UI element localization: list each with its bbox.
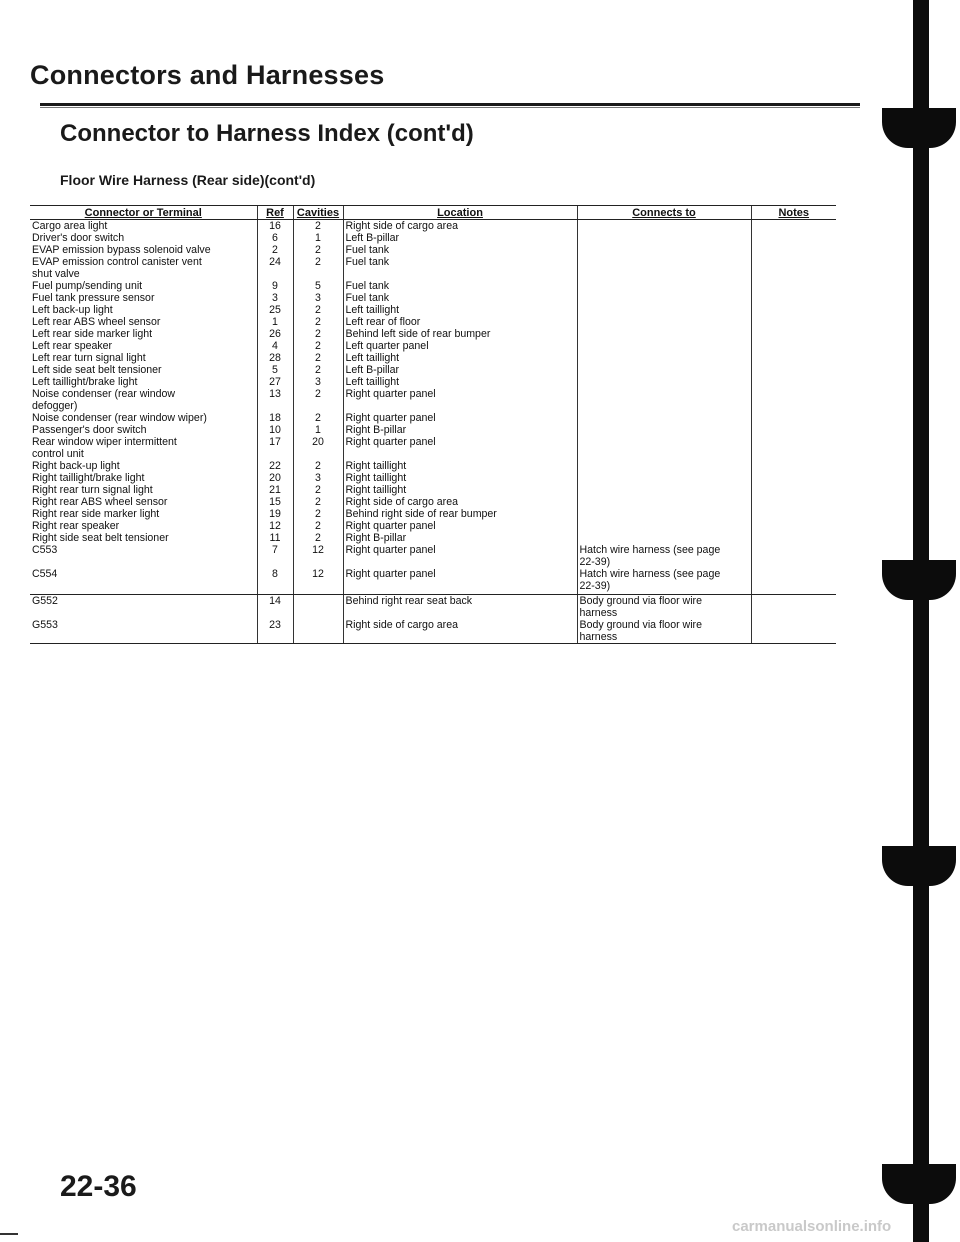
edge-tab-decoration <box>882 846 916 886</box>
table-row <box>30 412 836 424</box>
table-header-row <box>30 206 836 220</box>
cell-cavities: 2 <box>293 520 343 532</box>
cell-cavities: 12 <box>293 568 343 580</box>
cell-cavities: 2 <box>293 244 343 256</box>
cell-ref: 11 <box>257 532 293 544</box>
cell-connects-to <box>577 496 751 508</box>
cell-location: Left B-pillar <box>343 232 577 244</box>
cell-connector <box>30 607 257 619</box>
table-row <box>30 244 836 256</box>
cell-location <box>343 268 577 280</box>
cell-notes <box>751 328 836 340</box>
table-row <box>30 388 836 400</box>
section-title: Connector to Harness Index (cont'd) <box>60 120 474 147</box>
cell-connector: Right rear turn signal light <box>32 484 153 496</box>
connector-index-table <box>30 205 836 644</box>
crop-mark <box>0 1233 18 1235</box>
watermark-text: carmanualsonline.info <box>732 1218 892 1235</box>
cell-ref: 21 <box>257 484 293 496</box>
cell-notes <box>751 388 836 400</box>
cell-notes <box>751 448 836 460</box>
table-row <box>30 292 836 304</box>
edge-tab-decoration <box>926 1164 956 1204</box>
table-row <box>30 496 836 508</box>
cell-connector: G553 <box>32 619 58 631</box>
cell-connects-to <box>577 436 751 448</box>
cell-location: Left taillight <box>343 352 577 364</box>
cell-cavities: 2 <box>293 364 343 376</box>
cell-location: Fuel tank <box>343 280 577 292</box>
cell-location: Right quarter panel <box>343 520 577 532</box>
cell-cavities: 2 <box>293 388 343 400</box>
cell-ref: 6 <box>257 232 293 244</box>
cell-connects-to <box>577 268 751 280</box>
cell-connects-to <box>577 400 751 412</box>
table-row <box>30 220 836 233</box>
cell-connector: Cargo area light <box>32 220 108 232</box>
cell-connects-to <box>577 484 751 496</box>
cell-cavities: 2 <box>293 496 343 508</box>
edge-tab-decoration <box>926 108 956 148</box>
cell-location: Behind right side of rear bumper <box>343 508 577 520</box>
cell-ref: 14 <box>257 595 293 608</box>
cell-connector: G552 <box>32 595 58 607</box>
cell-location: Right quarter panel <box>343 412 577 424</box>
cell-connector: C554 <box>32 568 58 580</box>
col-header-connects-to: Connects to <box>577 206 751 220</box>
table-row <box>30 607 836 619</box>
cell-cavities <box>293 631 343 644</box>
cell-ref: 26 <box>257 328 293 340</box>
cell-location: Left rear of floor <box>343 316 577 328</box>
cell-notes <box>751 376 836 388</box>
cell-location: Right taillight <box>343 484 577 496</box>
cell-location: Right quarter panel <box>343 568 577 580</box>
cell-cavities: 20 <box>293 436 343 448</box>
edge-tab-decoration <box>882 108 916 148</box>
cell-notes <box>751 340 836 352</box>
cell-connector: Right rear ABS wheel sensor <box>32 496 168 508</box>
cell-connector: Driver's door switch <box>32 232 125 244</box>
cell-connector: EVAP emission control canister vent <box>32 256 202 268</box>
cell-connector: Noise condenser (rear window <box>32 388 176 400</box>
cell-cavities: 2 <box>293 508 343 520</box>
cell-notes <box>751 232 836 244</box>
cell-location: Fuel tank <box>343 244 577 256</box>
cell-connects-to <box>577 364 751 376</box>
col-header-location: Location <box>343 206 577 220</box>
cell-connects-to <box>577 328 751 340</box>
table-row <box>30 508 836 520</box>
cell-location: Right quarter panel <box>343 436 577 448</box>
cell-connector: Left side seat belt tensioner <box>32 364 162 376</box>
table-row <box>30 484 836 496</box>
cell-location <box>343 631 577 644</box>
table-row <box>30 544 836 556</box>
table-row <box>30 268 836 280</box>
cell-cavities: 2 <box>293 304 343 316</box>
cell-connects-to <box>577 532 751 544</box>
cell-location: Right side of cargo area <box>343 619 577 631</box>
table-row <box>30 472 836 484</box>
cell-notes <box>751 532 836 544</box>
cell-notes <box>751 280 836 292</box>
edge-tab-decoration <box>926 846 956 886</box>
table-row <box>30 364 836 376</box>
cell-connector: Left back-up light <box>32 304 113 316</box>
cell-connector: Left rear side marker light <box>32 328 153 340</box>
col-header-connector: Connector or Terminal <box>30 206 257 220</box>
cell-location: Right taillight <box>343 472 577 484</box>
cell-notes <box>751 436 836 448</box>
cell-notes <box>751 364 836 376</box>
cell-connects-to <box>577 424 751 436</box>
cell-ref <box>257 400 293 412</box>
cell-ref <box>257 448 293 460</box>
cell-cavities: 1 <box>293 424 343 436</box>
title-rule-thin <box>40 107 860 108</box>
cell-cavities: 1 <box>293 232 343 244</box>
cell-cavities <box>293 580 343 595</box>
cell-cavities <box>293 448 343 460</box>
table-row <box>30 631 836 644</box>
cell-cavities <box>293 619 343 631</box>
table-row <box>30 424 836 436</box>
cell-connector: C553 <box>32 544 58 556</box>
page-edge-bar <box>913 0 929 1242</box>
cell-ref <box>257 607 293 619</box>
cell-cavities: 12 <box>293 544 343 556</box>
cell-connector: Fuel pump/sending unit <box>32 280 143 292</box>
cell-connects-to <box>577 232 751 244</box>
cell-notes <box>751 412 836 424</box>
cell-cavities: 3 <box>293 292 343 304</box>
table-row <box>30 568 836 580</box>
cell-cavities: 2 <box>293 220 343 233</box>
title-rule <box>40 103 860 106</box>
cell-location: Fuel tank <box>343 256 577 268</box>
cell-ref <box>257 631 293 644</box>
cell-ref: 19 <box>257 508 293 520</box>
cell-ref <box>257 580 293 595</box>
edge-tab-decoration <box>882 1164 916 1204</box>
cell-connects-to <box>577 352 751 364</box>
cell-cavities: 2 <box>293 352 343 364</box>
col-header-cavities: Cavities <box>293 206 343 220</box>
cell-location: Right side of cargo area <box>343 496 577 508</box>
cell-connects-to <box>577 280 751 292</box>
cell-connects-to: Body ground via floor wire <box>577 595 751 608</box>
cell-location: Right taillight <box>343 460 577 472</box>
table-row <box>30 400 836 412</box>
cell-connector: Rear window wiper intermittent <box>32 436 177 448</box>
cell-location: Left B-pillar <box>343 364 577 376</box>
cell-connector: Fuel tank pressure sensor <box>32 292 155 304</box>
cell-notes <box>751 268 836 280</box>
page-title: Connectors and Harnesses <box>30 60 385 90</box>
cell-notes <box>751 460 836 472</box>
cell-location: Left taillight <box>343 304 577 316</box>
harness-subtitle: Floor Wire Harness (Rear side)(cont'd) <box>60 172 316 188</box>
cell-cavities: 2 <box>293 484 343 496</box>
table-row <box>30 316 836 328</box>
cell-ref <box>257 268 293 280</box>
cell-notes <box>751 619 836 631</box>
cell-ref: 23 <box>257 619 293 631</box>
cell-notes <box>751 424 836 436</box>
cell-notes <box>751 256 836 268</box>
cell-connects-to <box>577 304 751 316</box>
cell-ref: 3 <box>257 292 293 304</box>
cell-ref: 16 <box>257 220 293 233</box>
cell-connector: defogger) <box>32 400 78 412</box>
cell-connects-to <box>577 292 751 304</box>
cell-connects-to <box>577 388 751 400</box>
cell-ref: 28 <box>257 352 293 364</box>
cell-ref: 9 <box>257 280 293 292</box>
cell-notes <box>751 508 836 520</box>
table-row <box>30 520 836 532</box>
cell-connector <box>30 631 257 644</box>
cell-cavities: 2 <box>293 460 343 472</box>
cell-cavities: 3 <box>293 472 343 484</box>
cell-connects-to <box>577 460 751 472</box>
cell-connects-to: 22-39) <box>577 556 751 568</box>
cell-connector: shut valve <box>32 268 80 280</box>
cell-connector: Left rear turn signal light <box>32 352 146 364</box>
table-row <box>30 460 836 472</box>
cell-notes <box>751 568 836 580</box>
cell-ref: 5 <box>257 364 293 376</box>
table-row <box>30 340 836 352</box>
cell-cavities <box>293 607 343 619</box>
cell-cavities: 2 <box>293 412 343 424</box>
cell-connects-to <box>577 316 751 328</box>
cell-cavities: 2 <box>293 328 343 340</box>
cell-ref: 13 <box>257 388 293 400</box>
cell-cavities: 3 <box>293 376 343 388</box>
cell-ref <box>257 556 293 568</box>
table-row <box>30 436 836 448</box>
cell-notes <box>751 556 836 568</box>
cell-ref: 25 <box>257 304 293 316</box>
cell-connector: EVAP emission bypass solenoid valve <box>32 244 211 256</box>
cell-location: Right side of cargo area <box>343 220 577 233</box>
table-row <box>30 580 836 595</box>
table-row <box>30 304 836 316</box>
cell-notes <box>751 220 836 233</box>
cell-cavities <box>293 556 343 568</box>
cell-cavities <box>293 595 343 608</box>
cell-connects-to <box>577 520 751 532</box>
cell-connector: Right taillight/brake light <box>32 472 145 484</box>
cell-connector: Right rear side marker light <box>32 508 160 520</box>
cell-cavities: 5 <box>293 280 343 292</box>
cell-ref: 8 <box>257 568 293 580</box>
cell-connector: Passenger's door switch <box>32 424 147 436</box>
page-number: 22-36 <box>60 1170 137 1203</box>
cell-connects-to <box>577 340 751 352</box>
cell-cavities: 2 <box>293 256 343 268</box>
cell-notes <box>751 595 836 608</box>
cell-cavities <box>293 268 343 280</box>
cell-ref: 20 <box>257 472 293 484</box>
cell-ref: 27 <box>257 376 293 388</box>
table-row <box>30 532 836 544</box>
cell-cavities: 2 <box>293 316 343 328</box>
cell-ref: 2 <box>257 244 293 256</box>
cell-location <box>343 556 577 568</box>
cell-connector <box>30 580 257 595</box>
cell-location: Left quarter panel <box>343 340 577 352</box>
cell-notes <box>751 472 836 484</box>
cell-connects-to <box>577 256 751 268</box>
cell-notes <box>751 484 836 496</box>
cell-ref: 1 <box>257 316 293 328</box>
cell-ref: 22 <box>257 460 293 472</box>
cell-connector: control unit <box>32 448 84 460</box>
cell-location: Right B-pillar <box>343 532 577 544</box>
cell-notes <box>751 352 836 364</box>
table-row <box>30 352 836 364</box>
cell-location: Behind left side of rear bumper <box>343 328 577 340</box>
cell-notes <box>751 607 836 619</box>
cell-ref: 24 <box>257 256 293 268</box>
cell-location <box>343 607 577 619</box>
cell-cavities: 2 <box>293 532 343 544</box>
cell-connects-to <box>577 448 751 460</box>
cell-connects-to <box>577 472 751 484</box>
cell-ref: 7 <box>257 544 293 556</box>
cell-connector: Right rear speaker <box>32 520 120 532</box>
cell-location: Right B-pillar <box>343 424 577 436</box>
table-row <box>30 448 836 460</box>
cell-notes <box>751 496 836 508</box>
cell-notes <box>751 544 836 556</box>
cell-notes <box>751 520 836 532</box>
cell-notes <box>751 316 836 328</box>
cell-ref: 17 <box>257 436 293 448</box>
col-header-notes: Notes <box>751 206 836 220</box>
cell-location: Fuel tank <box>343 292 577 304</box>
cell-connects-to: 22-39) <box>577 580 751 595</box>
cell-notes <box>751 244 836 256</box>
edge-tab-decoration <box>926 560 956 600</box>
col-header-ref: Ref <box>257 206 293 220</box>
cell-connector: Noise condenser (rear window wiper) <box>32 412 207 424</box>
cell-connects-to <box>577 508 751 520</box>
table-row <box>30 556 836 568</box>
cell-location <box>343 448 577 460</box>
cell-connector: Right side seat belt tensioner <box>32 532 169 544</box>
cell-ref: 15 <box>257 496 293 508</box>
cell-location: Left taillight <box>343 376 577 388</box>
cell-connects-to <box>577 244 751 256</box>
cell-connects-to: harness <box>577 631 751 644</box>
cell-connector <box>30 556 257 568</box>
cell-connects-to: Body ground via floor wire <box>577 619 751 631</box>
table-row <box>30 328 836 340</box>
cell-notes <box>751 304 836 316</box>
cell-connects-to: Hatch wire harness (see page <box>577 544 751 556</box>
cell-cavities: 2 <box>293 340 343 352</box>
cell-connects-to <box>577 220 751 233</box>
cell-notes <box>751 400 836 412</box>
cell-ref: 10 <box>257 424 293 436</box>
table-row <box>30 280 836 292</box>
cell-connector: Left taillight/brake light <box>32 376 138 388</box>
cell-location: Behind right rear seat back <box>343 595 577 608</box>
cell-connects-to: Hatch wire harness (see page <box>577 568 751 580</box>
cell-cavities <box>293 400 343 412</box>
table-row <box>30 595 836 608</box>
cell-notes <box>751 580 836 595</box>
cell-location <box>343 580 577 595</box>
table-row <box>30 619 836 631</box>
cell-location: Right quarter panel <box>343 544 577 556</box>
cell-connects-to: harness <box>577 607 751 619</box>
cell-ref: 18 <box>257 412 293 424</box>
cell-ref: 12 <box>257 520 293 532</box>
cell-connector: Left rear ABS wheel sensor <box>32 316 161 328</box>
cell-connector: Left rear speaker <box>32 340 113 352</box>
cell-notes <box>751 631 836 644</box>
cell-location: Right quarter panel <box>343 388 577 400</box>
edge-tab-decoration <box>882 560 916 600</box>
table-row <box>30 232 836 244</box>
cell-connects-to <box>577 412 751 424</box>
cell-ref: 4 <box>257 340 293 352</box>
cell-connector: Right back-up light <box>32 460 120 472</box>
table-row <box>30 376 836 388</box>
cell-location <box>343 400 577 412</box>
table-row <box>30 256 836 268</box>
cell-notes <box>751 292 836 304</box>
cell-connects-to <box>577 376 751 388</box>
